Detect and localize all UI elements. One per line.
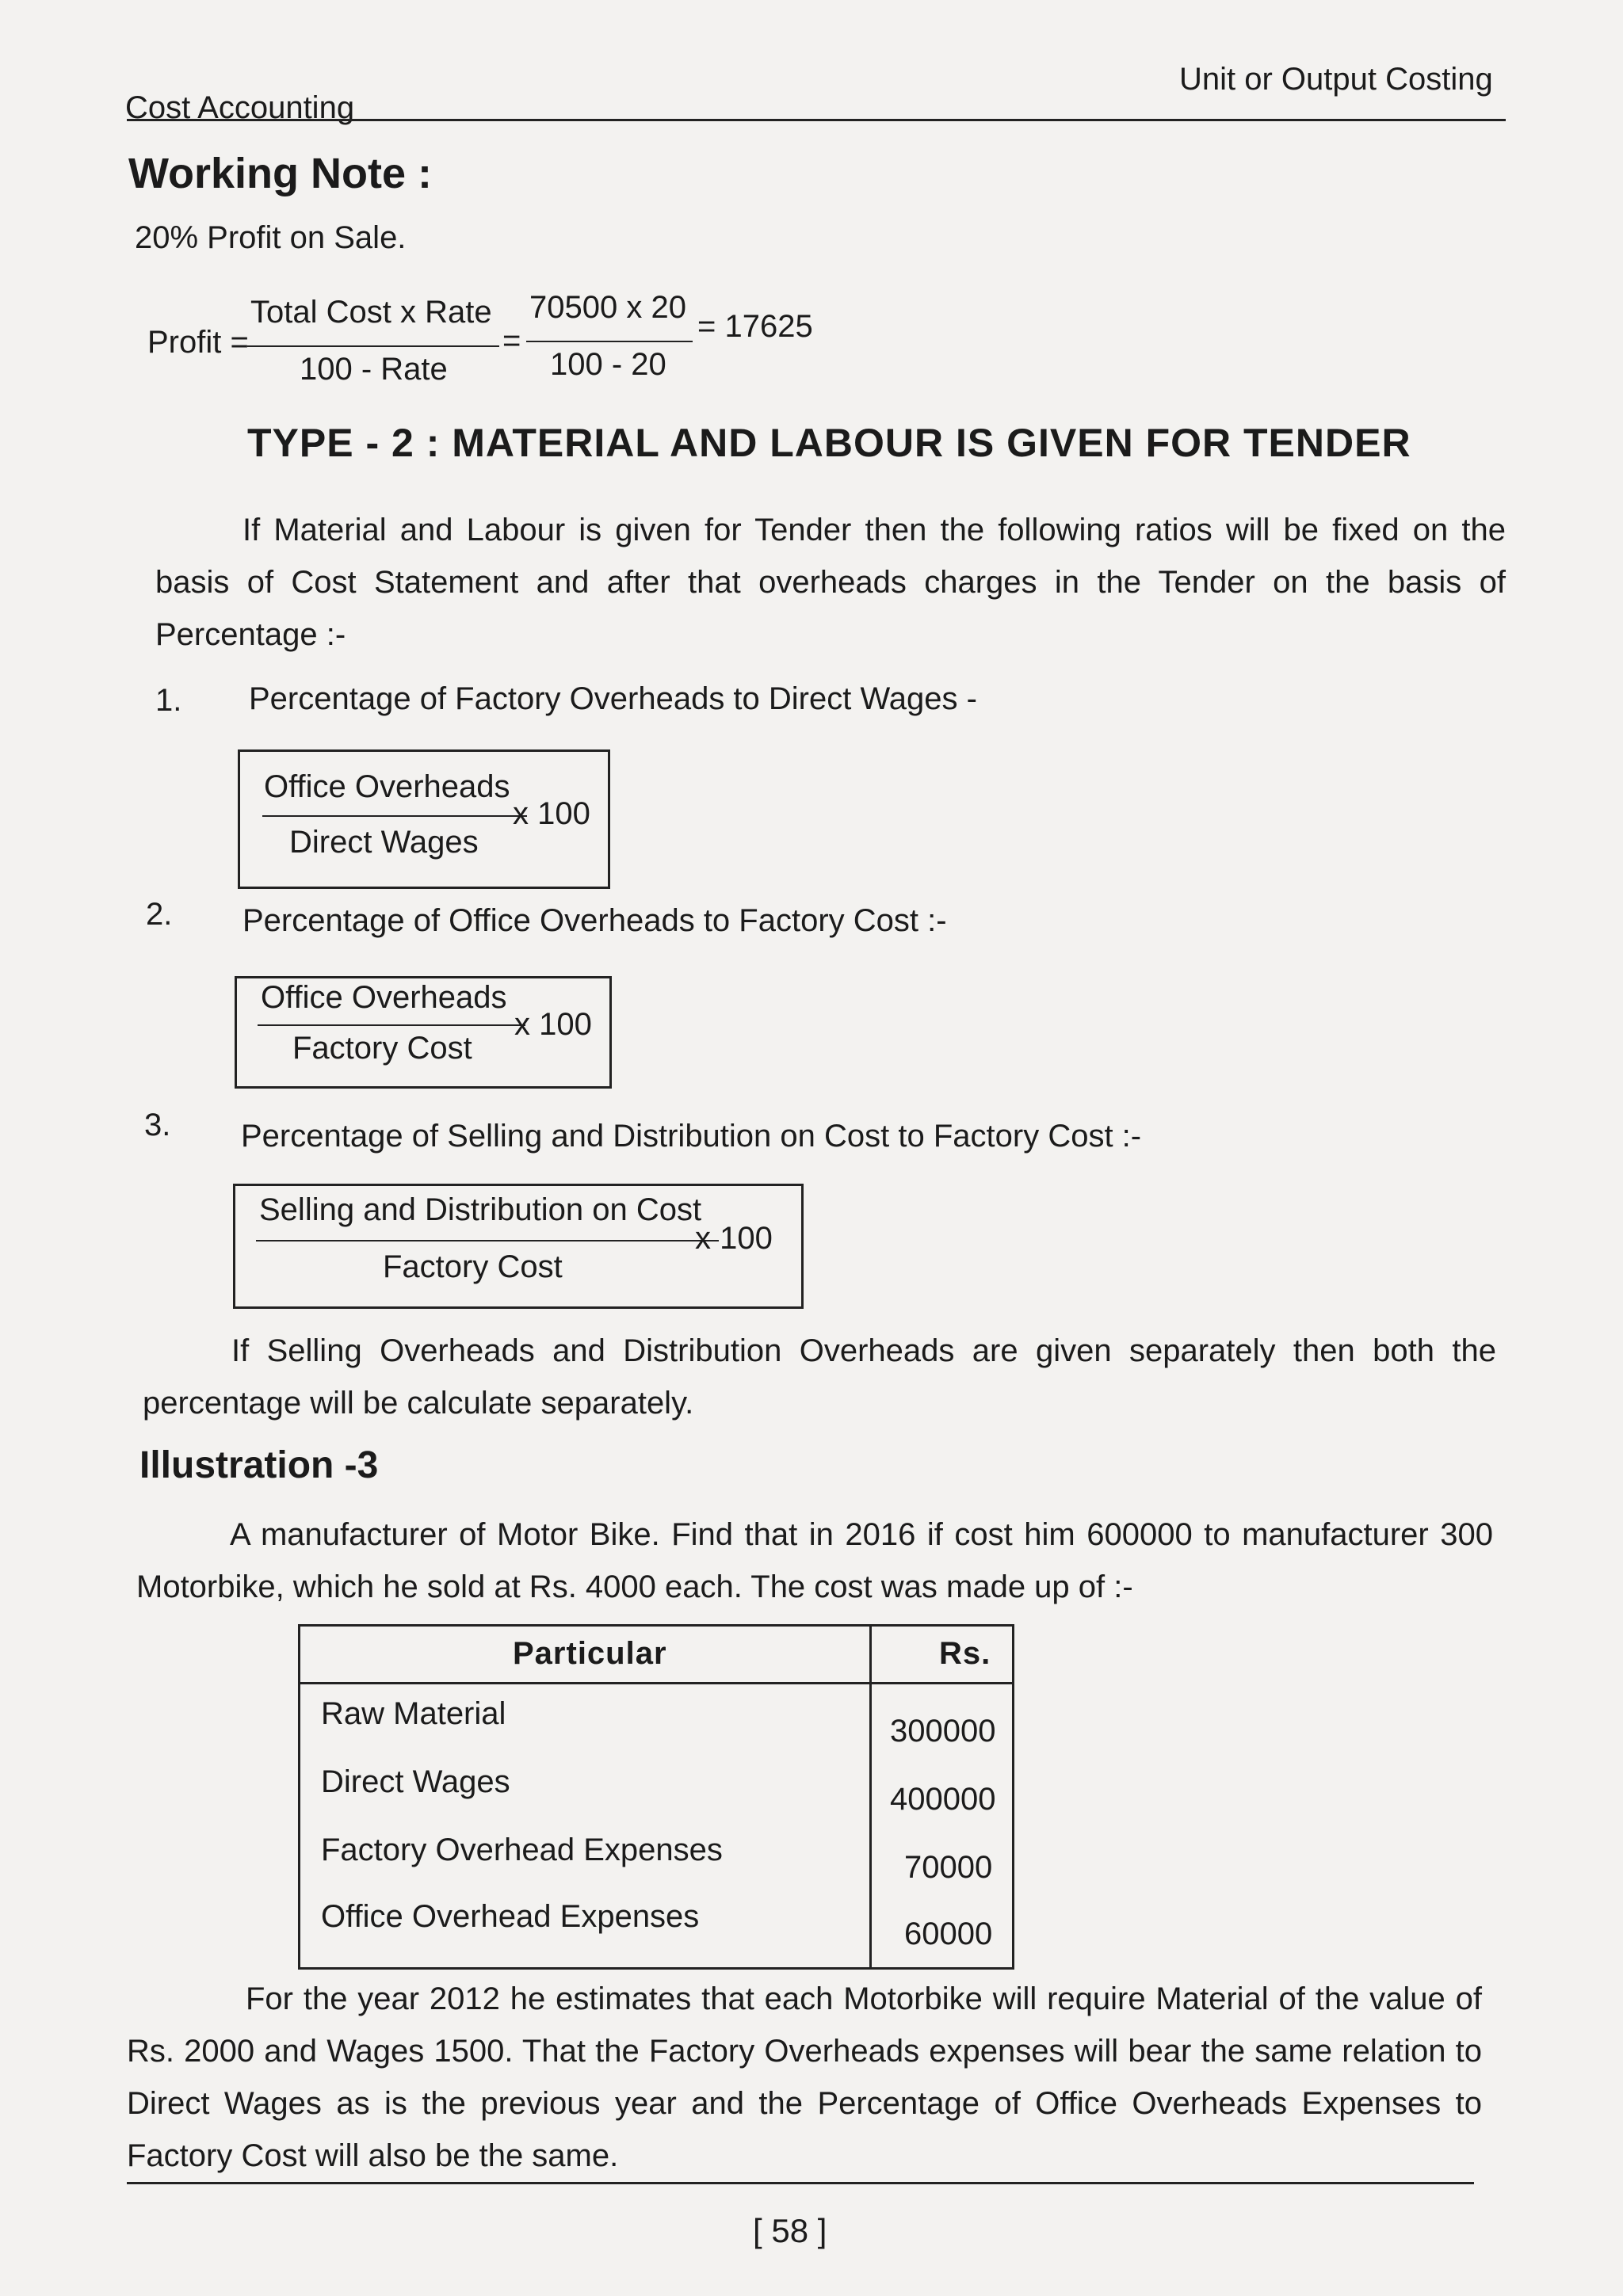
header-rule <box>127 119 1506 121</box>
table-cell-amount: 300000 <box>890 1714 996 1749</box>
table-cell-amount: 60000 <box>904 1917 993 1951</box>
formula-denominator-1: 100 - Rate <box>300 352 448 387</box>
formula-numerator-1: Total Cost x Rate <box>250 295 492 330</box>
formula-fraction-bar-1 <box>247 345 499 347</box>
table-cell-amount: 400000 <box>890 1782 996 1817</box>
header-left-title: Cost Accounting <box>125 90 355 125</box>
formula-label: Profit = <box>147 325 249 360</box>
formula-fraction-bar-2 <box>526 341 693 342</box>
ratio-denominator: Direct Wages <box>289 825 479 860</box>
ratio-box-3 <box>233 1184 804 1309</box>
ratio-numerator: Office Overheads <box>261 980 507 1015</box>
table-header-particular: Particular <box>513 1636 667 1671</box>
working-note-heading: Working Note : <box>128 150 432 197</box>
section-title: TYPE - 2 : MATERIAL AND LABOUR IS GIVEN FOR TENDER <box>247 421 1411 465</box>
item-number: 3. <box>144 1108 171 1142</box>
item-number: 1. <box>155 683 182 718</box>
ratio-fraction-bar <box>262 815 527 817</box>
ratio-denominator: Factory Cost <box>292 1031 472 1066</box>
table-cell-particular: Direct Wages <box>321 1764 510 1799</box>
cost-table <box>298 1624 1014 1970</box>
table-cell-particular: Office Overhead Expenses <box>321 1899 700 1934</box>
illustration-followup: For the year 2012 he estimates that each Motorbike will require Material of the value of Rs. 2000 and Wages 1500. That the Factory Overheads expenses will bear the same relation to Direct Wages as is the previous year and the Percentage of Office Overheads Expenses to Factory Cost will also be the same. <box>127 1981 1482 2173</box>
formula-numerator-2: 70500 x 20 <box>529 290 686 325</box>
page-number: [ 58 ] <box>753 2212 827 2249</box>
ratio-multiplier: x 100 <box>513 796 590 831</box>
intro-paragraph: If Material and Labour is given for Tender then the following ratios will be fixed on the basis of Cost Statement and after that overheads charges in the Tender on the basis of Percentage :- <box>155 513 1506 652</box>
item-number: 2. <box>146 897 173 932</box>
illustration-text: A manufacturer of Motor Bike. Find that in 2016 if cost him 600000 to manufacturer 300 Motorbike, which he sold at Rs. 4000 each. The cost was made up of :- <box>136 1517 1493 1604</box>
ratio-box-1 <box>238 749 610 889</box>
ratio-fraction-bar <box>258 1024 525 1026</box>
formula-result: = 17625 <box>697 309 813 344</box>
formula-denominator-2: 100 - 20 <box>550 347 666 382</box>
table-cell-amount: 70000 <box>904 1850 993 1885</box>
illustration-heading: Illustration -3 <box>139 1444 379 1486</box>
header-right-title: Unit or Output Costing <box>1179 62 1493 97</box>
item-text: Percentage of Factory Overheads to Direct Wages - <box>249 681 977 716</box>
profit-on-sale-text: 20% Profit on Sale. <box>135 220 407 255</box>
table-header-rs: Rs. <box>939 1636 991 1671</box>
ratio-denominator: Factory Cost <box>383 1249 563 1284</box>
formula-equals: = <box>502 323 521 358</box>
table-column-divider <box>869 1627 872 1967</box>
item-text: Percentage of Selling and Distribution on Cost to Factory Cost :- <box>241 1119 1142 1154</box>
ratio-multiplier: x 100 <box>514 1007 592 1042</box>
ratio-fraction-bar <box>256 1240 719 1241</box>
ratio-numerator: Selling and Distribution on Cost <box>259 1192 702 1227</box>
footer-rule <box>127 2182 1474 2184</box>
table-cell-particular: Raw Material <box>321 1696 506 1731</box>
ratio-numerator: Office Overheads <box>264 769 510 804</box>
table-header-divider <box>300 1682 1012 1684</box>
ratio-box-2 <box>235 976 612 1089</box>
separate-percentage-note: If Selling Overheads and Distribution Overheads are given separately then both the percentage will be calculate separately. <box>143 1333 1496 1421</box>
ratio-multiplier: x 100 <box>695 1221 773 1256</box>
item-text: Percentage of Office Overheads to Factory Cost :- <box>242 903 947 938</box>
table-cell-particular: Factory Overhead Expenses <box>321 1833 723 1867</box>
